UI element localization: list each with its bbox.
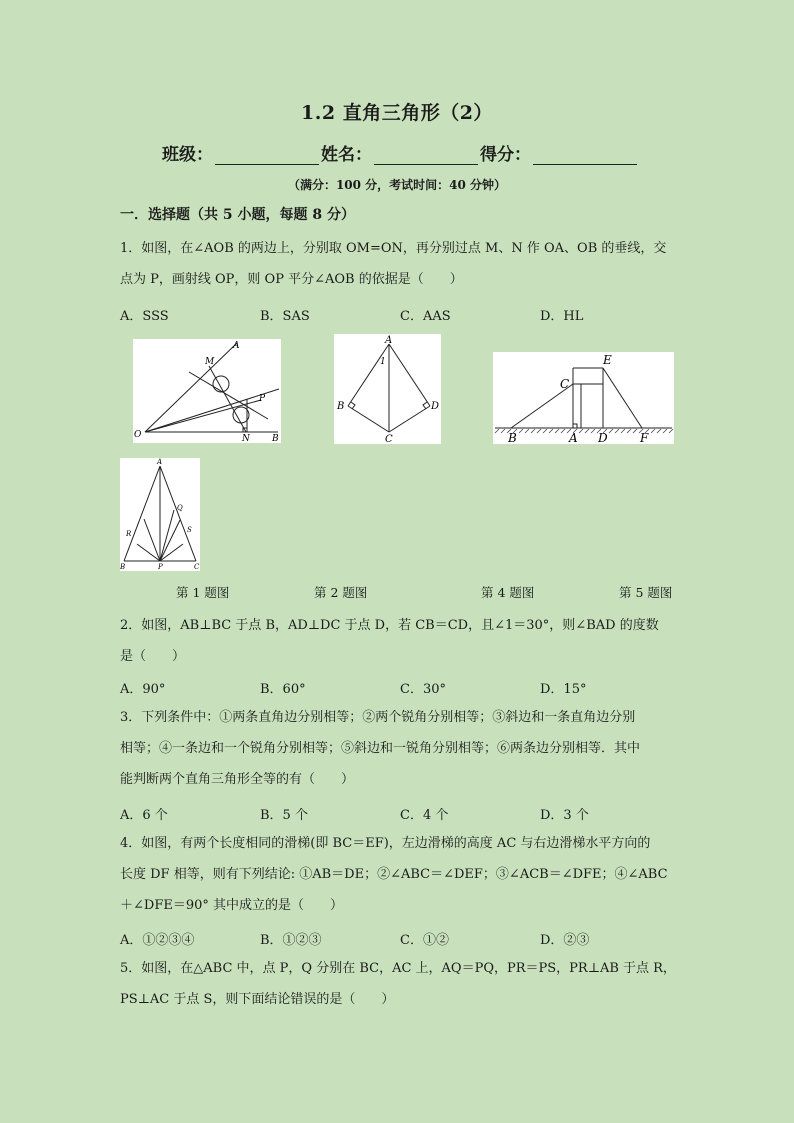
fig2-label-b: B xyxy=(337,401,345,412)
caption-fig-4: 第 4 题图 xyxy=(481,585,535,600)
question-1 xyxy=(120,233,680,295)
fig2-label-a: A xyxy=(385,335,393,346)
question-line: 5．如图，在△ABC 中，点 P，Q 分别在 BC，AC 上，AQ＝PQ，PR＝PS，PR⊥AB 于点 R， xyxy=(120,961,676,976)
option-c[interactable]: C．30° xyxy=(400,682,446,697)
question-line: PS⊥AC 于点 S，则下面结论错误的是（ ） xyxy=(120,992,395,1007)
figure-1-diagram xyxy=(133,339,281,443)
name-blank[interactable] xyxy=(374,146,478,165)
figure-2-diagram xyxy=(334,334,441,444)
option-b[interactable]: B．60° xyxy=(260,682,306,697)
question-line: 4．如图，有两个长度相同的滑梯(即 BC＝EF)，左边滑梯的高度 AC 与右边滑梯水平方向的 xyxy=(120,836,651,851)
fig1-label-p: P xyxy=(259,394,266,404)
figure-5-diagram xyxy=(120,458,200,571)
name-label: 姓名： xyxy=(321,145,372,165)
caption-fig-1: 第 1 题图 xyxy=(176,585,230,600)
fig5-label-c: C xyxy=(194,563,200,571)
option-a[interactable]: A．90° xyxy=(120,682,166,697)
fig5-label-a: A xyxy=(157,458,163,466)
figure-1 xyxy=(133,339,281,443)
fig4-label-f: F xyxy=(640,431,649,444)
fig1-label-b: B xyxy=(272,434,279,443)
question-5 xyxy=(120,953,680,1015)
question-line: 2．如图，AB⊥BC 于点 B，AD⊥DC 于点 D，若 CB＝CD，且∠1＝30°，则∠BAD 的度数 xyxy=(120,618,659,633)
student-info-row xyxy=(162,140,642,165)
caption-fig-2: 第 2 题图 xyxy=(314,585,368,600)
class-label: 班级： xyxy=(162,145,213,165)
figure-4 xyxy=(493,352,674,444)
option-d[interactable]: D．②③ xyxy=(540,933,590,948)
question-4 xyxy=(120,828,680,921)
fig5-label-b: B xyxy=(120,563,126,571)
option-c[interactable]: C．AAS xyxy=(400,309,451,324)
fig1-label-m: M xyxy=(205,357,215,367)
option-c[interactable]: C．①② xyxy=(400,933,449,948)
score-blank[interactable] xyxy=(533,146,637,165)
option-d[interactable]: D．3 个 xyxy=(540,808,589,823)
option-a[interactable]: A．①②③④ xyxy=(120,933,195,948)
question-line: 3．下列条件中：①两条直角边分别相等；②两个锐角分别相等；③斜边和一条直角边分别 xyxy=(120,710,636,725)
fig4-label-a: A xyxy=(569,431,578,444)
question-line: 点为 P，画射线 OP，则 OP 平分∠AOB 的依据是（ ） xyxy=(120,272,463,287)
fig4-label-e: E xyxy=(603,353,612,367)
fig4-label-b: B xyxy=(508,431,517,444)
class-blank[interactable] xyxy=(215,146,319,165)
option-b[interactable]: B．①②③ xyxy=(260,933,322,948)
question-line: 能判断两个直角三角形全等的有（ ） xyxy=(120,772,355,787)
fig4-label-c: C xyxy=(560,377,570,391)
fig1-label-a: A xyxy=(233,341,240,351)
question-1-options xyxy=(120,305,680,324)
fig2-label-d: D xyxy=(431,401,440,412)
page-title: 1.2 直角三角形（2） xyxy=(301,102,493,124)
caption-fig-5: 第 5 题图 xyxy=(619,585,673,600)
figure-4-diagram xyxy=(493,352,674,444)
option-a[interactable]: A．6 个 xyxy=(120,808,168,823)
fig1-label-n: N xyxy=(242,434,250,443)
exam-subinfo: （满分：100 分，考试时间：40 分钟） xyxy=(287,178,507,192)
fig1-label-o: O xyxy=(134,430,142,440)
option-b[interactable]: B．5 个 xyxy=(260,808,308,823)
question-line: 是（ ） xyxy=(120,649,186,664)
option-d[interactable]: D．HL xyxy=(540,309,584,324)
option-a[interactable]: A．SSS xyxy=(120,309,169,324)
question-2 xyxy=(120,610,680,672)
question-line: 长度 DF 相等，则有下列结论: ①AB＝DE；②∠ABC＝∠DEF；③∠ACB＝∠DFE；④∠ABC xyxy=(120,867,668,882)
option-c[interactable]: C．4 个 xyxy=(400,808,449,823)
option-d[interactable]: D．15° xyxy=(540,682,587,697)
question-4-options xyxy=(120,929,680,948)
fig2-label-c: C xyxy=(385,434,393,444)
question-2-options xyxy=(120,678,680,697)
figure-2 xyxy=(334,334,441,444)
question-line: ＋∠DFE＝90° 其中成立的是（ ） xyxy=(120,898,343,913)
fig5-label-q: Q xyxy=(177,504,183,512)
question-3-options xyxy=(120,804,680,823)
question-line: 相等；④一条边和一个锐角分别相等；⑤斜边和一锐角分别相等；⑥两条边分别相等．其中 xyxy=(120,741,641,756)
fig5-label-r: R xyxy=(126,530,132,538)
figure-5 xyxy=(120,458,200,571)
option-b[interactable]: B．SAS xyxy=(260,309,310,324)
score-label: 得分： xyxy=(480,145,531,165)
fig4-label-d: D xyxy=(598,431,608,444)
section-heading: 一．选择题（共 5 小题，每题 8 分） xyxy=(120,207,355,223)
fig5-label-s: S xyxy=(187,526,192,534)
fig5-label-p: P xyxy=(158,563,163,571)
question-line: 1．如图，在∠AOB 的两边上，分别取 OM=ON，再分别过点 M、N 作 OA、OB 的垂线，交 xyxy=(120,241,667,256)
fig2-label-angle-1: 1 xyxy=(380,357,386,367)
question-3 xyxy=(120,702,680,795)
